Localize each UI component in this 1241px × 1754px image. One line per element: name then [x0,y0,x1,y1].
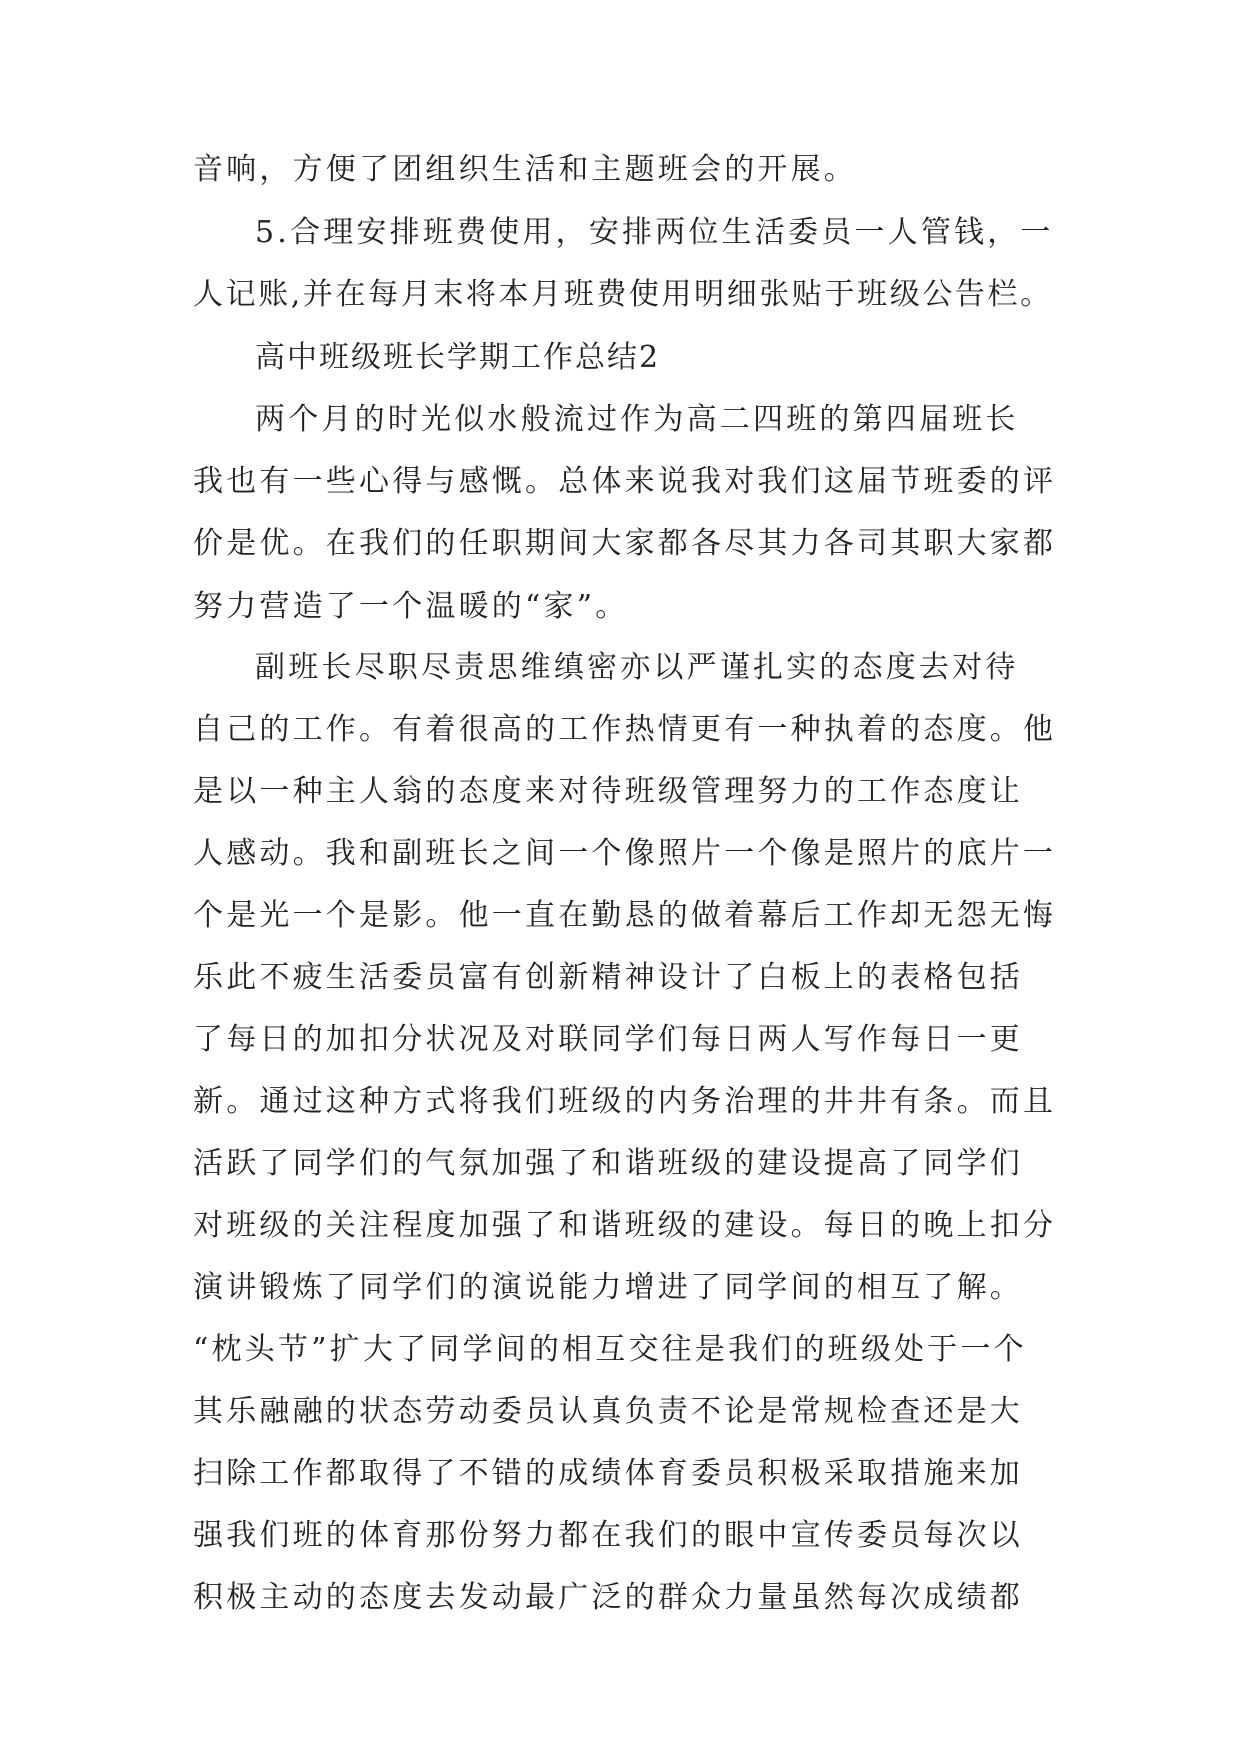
text-line: 演讲锻炼了同学们的演说能力增进了同学间的相互了解。 [193,1270,1023,1305]
section-heading: 高中班级班长学期工作总结2 [255,340,661,375]
text-line: 积极主动的态度去发动最广泛的群众力量虽然每次成绩都 [193,1580,1023,1615]
text-line: 人记账,并在每月末将本月班费使用明细张贴于班级公告栏。 [193,277,1053,312]
text-line: “枕头节”扩大了同学间的相互交往是我们的班级处于一个 [193,1332,1027,1367]
text-line: 强我们班的体育那份努力都在我们的眼中宣传委员每次以 [193,1518,1023,1553]
text-line: 我也有一些心得与感慨。总体来说我对我们这届节班委的评 [193,464,1057,499]
text-line: 是以一种主人翁的态度来对待班级管理努力的工作态度让 [193,774,1023,809]
text-line: 新。通过这种方式将我们班级的内务治理的井井有条。而且 [193,1084,1057,1119]
text-line: 活跃了同学们的气氛加强了和谐班级的建设提高了同学们 [193,1146,1023,1181]
text-line: 副班长尽职尽责思维缜密亦以严谨扎实的态度去对待 [255,650,1019,685]
text-line: 自己的工作。有着很高的工作热情更有一种执着的态度。他 [193,712,1057,747]
text-line: 个是光一个是影。他一直在勤恳的做着幕后工作却无怨无悔 [193,898,1057,933]
text-line: 了每日的加扣分状况及对联同学们每日两人写作每日一更 [193,1022,1023,1057]
text-line: 价是优。在我们的任职期间大家都各尽其力各司其职大家都 [193,526,1057,561]
text-line: 乐此不疲生活委员富有创新精神设计了白板上的表格包括 [193,960,1023,995]
text-line: 其乐融融的状态劳动委员认真负责不论是常规检查还是大 [193,1394,1023,1429]
text-line: 两个月的时光似水般流过作为高二四班的第四届班长 [255,402,1019,437]
text-line: 人感动。我和副班长之间一个像照片一个像是照片的底片一 [193,836,1057,871]
text-line: 5.合理安排班费使用，安排两位生活委员一人管钱，一 [255,215,1054,250]
text-line: 扫除工作都取得了不错的成绩体育委员积极采取措施来加 [193,1456,1023,1491]
text-line: 音响，方便了团组织生活和主题班会的开展。 [193,152,857,187]
text-line: 努力营造了一个温暖的“家”。 [193,589,629,624]
text-line: 对班级的关注程度加强了和谐班级的建设。每日的晚上扣分 [193,1208,1057,1243]
